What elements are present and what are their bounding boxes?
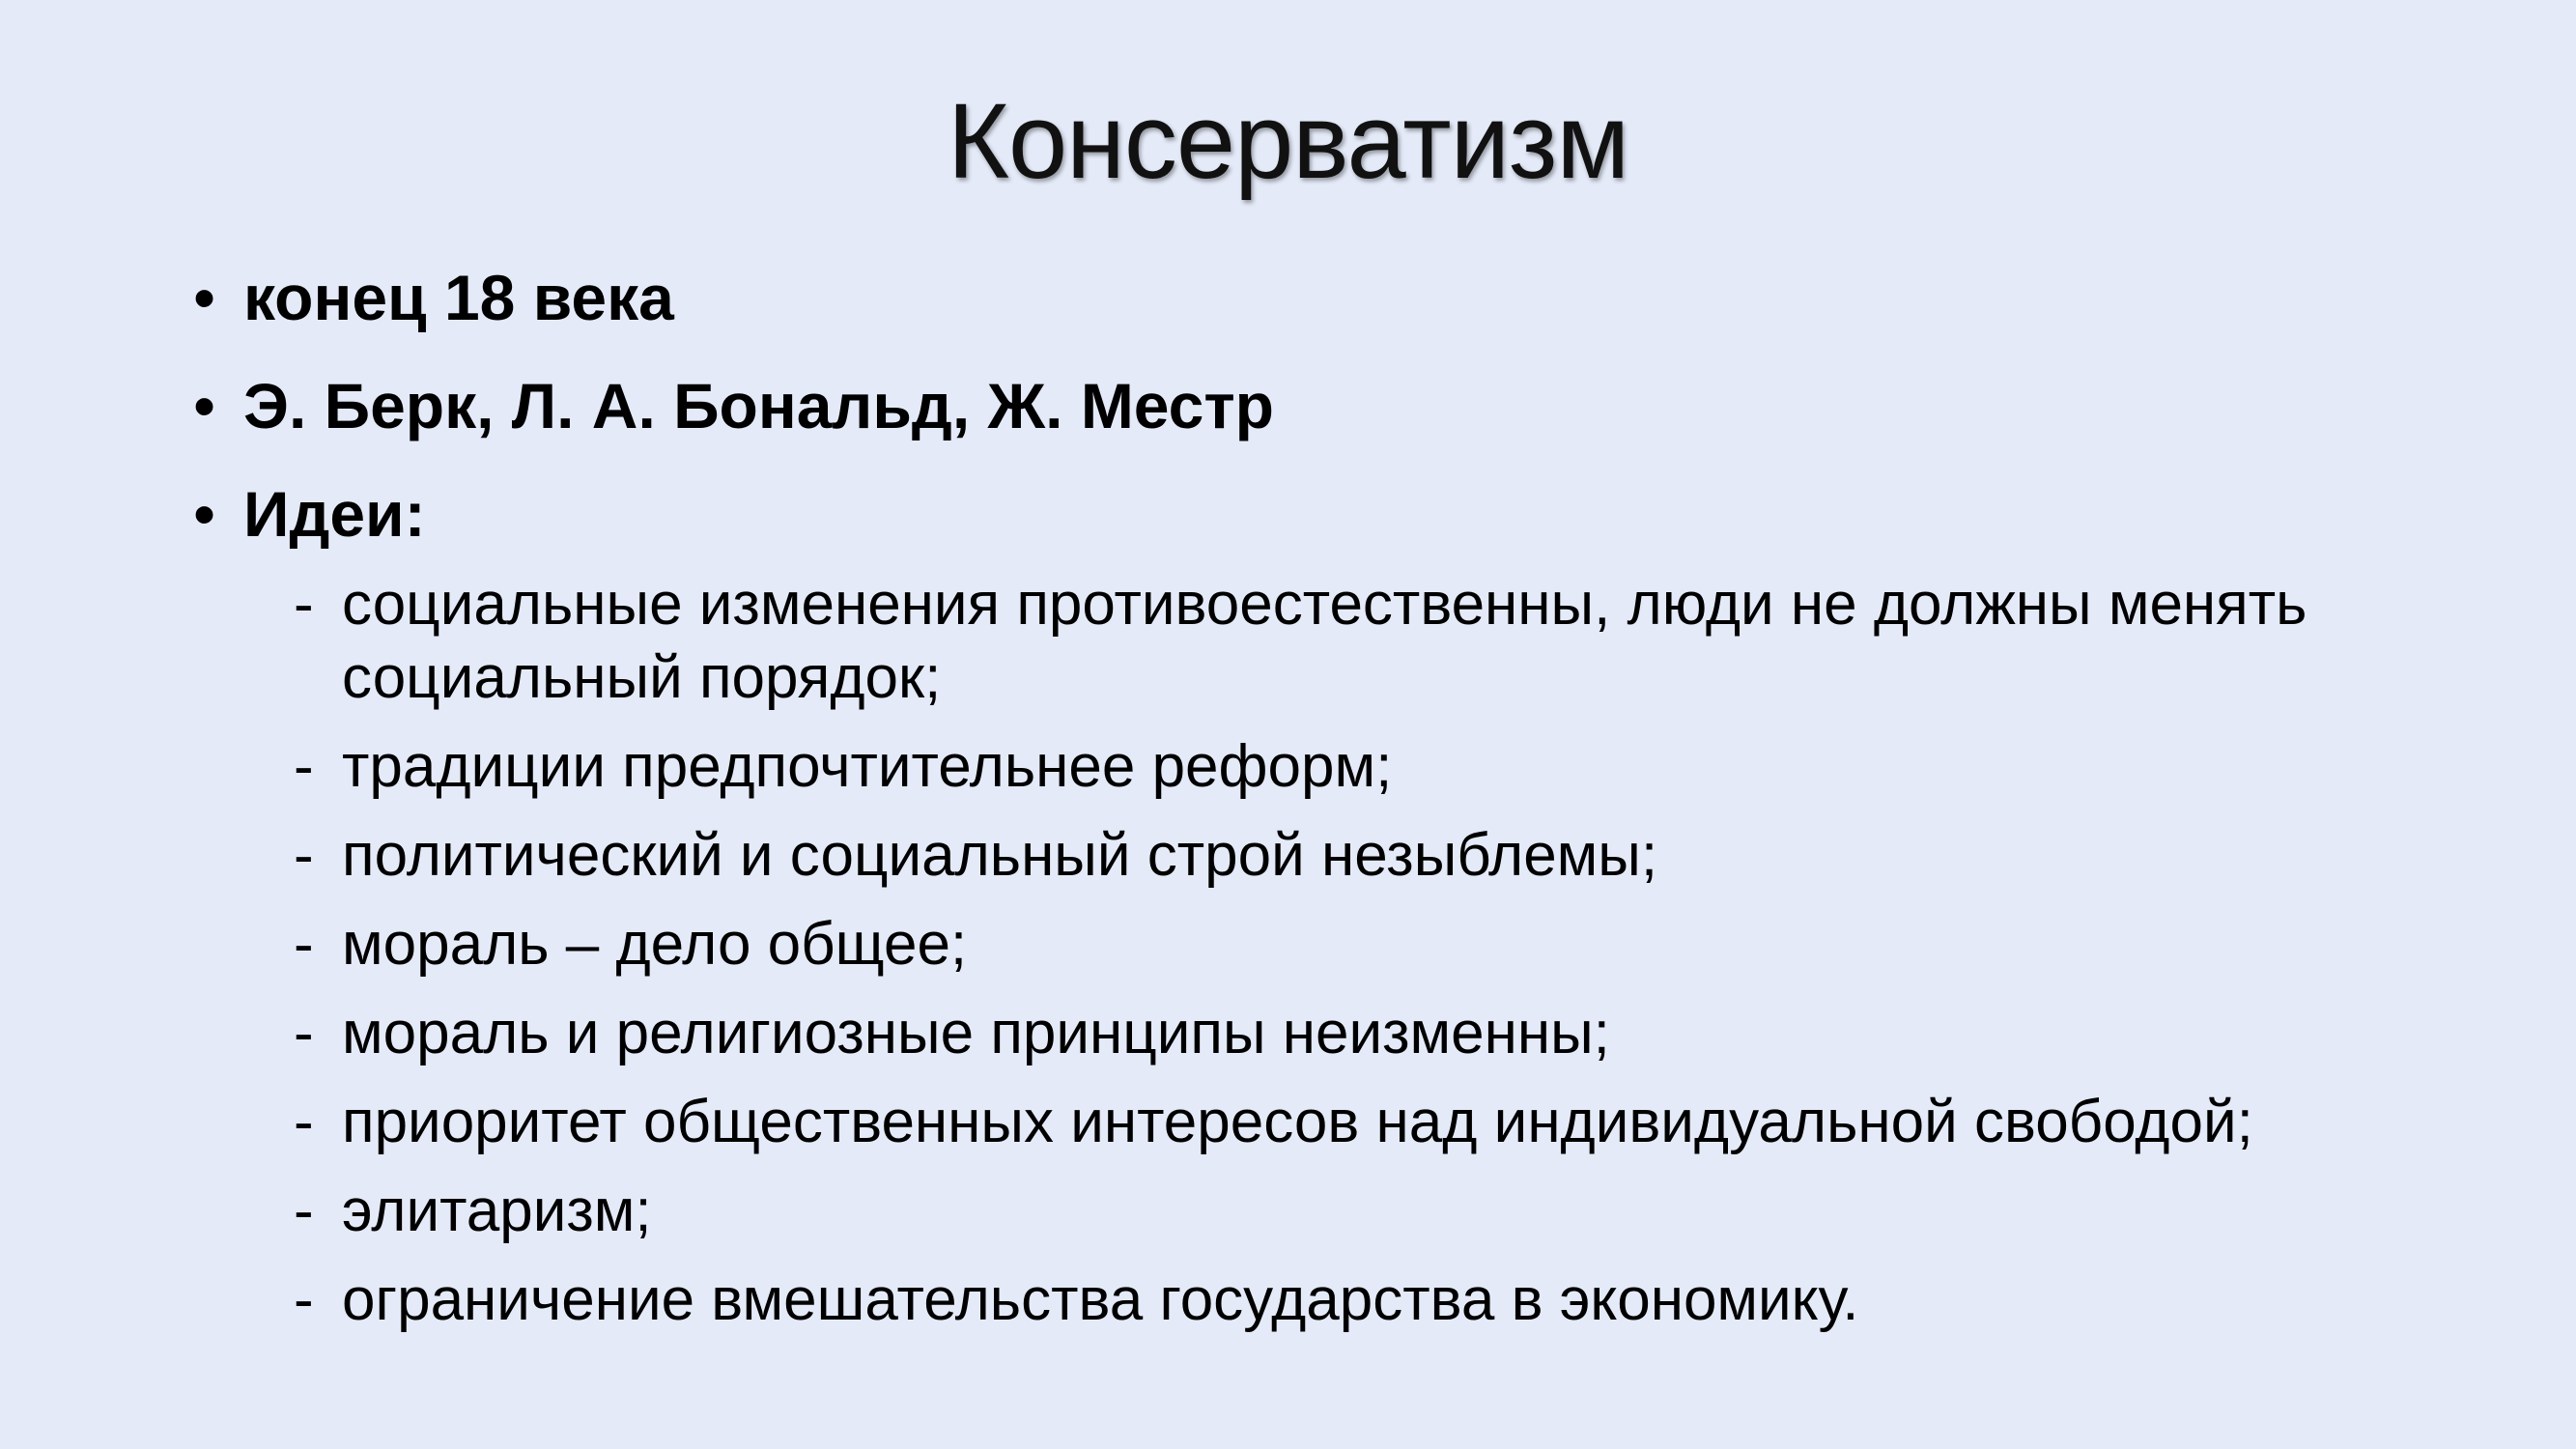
idea-item	[290, 730, 2511, 804]
bullet-list	[193, 253, 2492, 578]
bullet-marker: •	[193, 478, 216, 550]
ideas-list	[290, 568, 2511, 1352]
slide-title: Консерватизм	[947, 82, 1629, 201]
idea-text: приоритет общественных интересов над индивидуальной свободой;	[342, 1089, 2253, 1155]
bullet-marker: •	[193, 262, 216, 333]
idea-text: мораль и религиозные принципы неизменны;	[342, 1000, 1610, 1066]
idea-marker: -	[294, 1000, 314, 1066]
bullet-marker: •	[193, 370, 216, 441]
bullet-item-period	[193, 253, 2492, 361]
idea-item	[290, 1086, 2511, 1159]
idea-text: элитаризм;	[342, 1178, 652, 1244]
idea-item	[290, 568, 2511, 715]
idea-item	[290, 1264, 2511, 1337]
idea-marker: -	[294, 1266, 314, 1333]
idea-marker: -	[294, 822, 314, 889]
idea-text: мораль – дело общее;	[342, 911, 968, 978]
idea-marker: -	[294, 1178, 314, 1244]
bullet-text: Идеи:	[243, 478, 426, 550]
idea-text: ограничение вмешательства государства в экономику.	[342, 1266, 1859, 1333]
bullet-item-authors	[193, 361, 2492, 469]
idea-text: политический и социальный строй незыблемы;	[342, 822, 1658, 889]
idea-item	[290, 908, 2511, 981]
bullet-text: Э. Берк, Л. А. Бональд, Ж. Местр	[243, 370, 1274, 441]
idea-marker: -	[294, 911, 314, 978]
bullet-item-ideas	[193, 469, 2492, 578]
bullet-text: конец 18 века	[243, 262, 674, 333]
idea-text: традиции предпочтительнее реформ;	[342, 733, 1393, 800]
idea-item	[290, 819, 2511, 893]
idea-item	[290, 997, 2511, 1070]
idea-text: социальные изменения противоестественны, люди не должны менять социальный порядок;	[342, 571, 2307, 711]
idea-marker: -	[294, 733, 314, 800]
idea-item	[290, 1175, 2511, 1248]
idea-marker: -	[294, 1089, 314, 1155]
idea-marker: -	[294, 571, 314, 638]
